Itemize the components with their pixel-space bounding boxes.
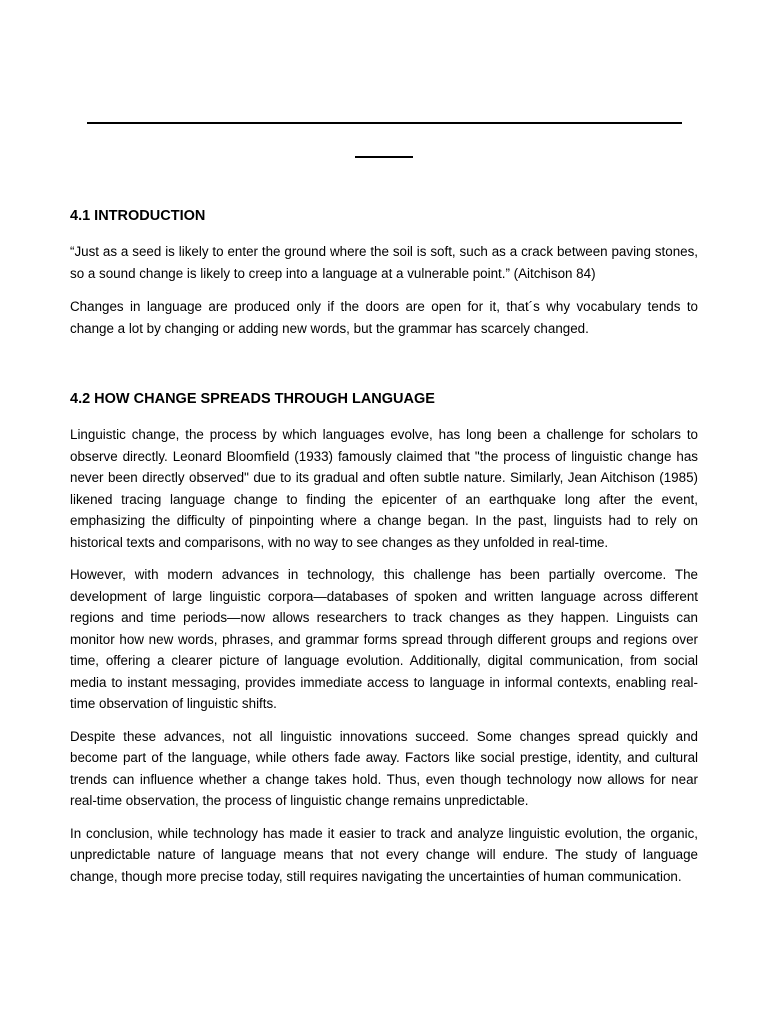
section-heading-introduction: 4.1 INTRODUCTION: [70, 208, 206, 224]
paragraph-intro: Changes in language are produced only if the doors are open for it, that´s why vocabulary tends to change a lot by changing or adding new words, but the grammar has scarcely changed.: [70, 299, 698, 336]
header-rule-short: [355, 156, 413, 158]
section-heading-change-spreads: 4.2 HOW CHANGE SPREADS THROUGH LANGUAGE: [70, 391, 435, 407]
paragraph-body: However, with modern advances in technology, this challenge has been partially overcome. The development of large linguistic corpora—databases of spoken and written language across different regions and time periods—now allows researchers to track changes as they happen. Linguists can monitor how new words, phrases, and grammar forms spread through different groups and regions over time, offering a clearer picture of language evolution. Additionally, digital communication, from social media to instant messaging, provides immediate access to language in informal contexts, enabling real-time observation of linguistic shifts.: [70, 567, 698, 711]
document-body: [70, 205, 698, 898]
paragraph-conclusion: In conclusion, while technology has made it easier to track and analyze linguistic evolution, the organic, unpredictable nature of language means that not every change will endure. The study of language change, though more precise today, still requires navigating the uncertainties of human communication.: [70, 825, 698, 884]
paragraph-quote: “Just as a seed is likely to enter the ground where the soil is soft, such as a crack between paving stones, so a sound change is likely to creep into a language at a vulnerable point.” (Aitchison 84): [70, 244, 698, 281]
header-rule-long: [87, 122, 682, 124]
paragraph-body: Despite these advances, not all linguistic innovations succeed. Some changes spread quickly and become part of the language, while others fade away. Factors like social prestige, identity, and cultural trends can influence whether a change takes hold. Thus, even though technology now allows for near real-time observation, the process of linguistic change remains unpredictable.: [70, 728, 698, 808]
paragraph-body: Linguistic change, the process by which languages evolve, has long been a challenge for scholars to observe directly. Leonard Bloomfield (1933) famously claimed that "the process of linguistic change has never been directly observed" due to its gradual and often subtle nature. Similarly, Jean Aitchison (1985) likened tracing language change to finding the epicenter of an earthquake long after the event, emphasizing the difficulty of pinpointing where a change began. In the past, linguists had to rely on historical texts and comparisons, with no way to see changes as they unfolded in real-time.: [70, 427, 698, 550]
